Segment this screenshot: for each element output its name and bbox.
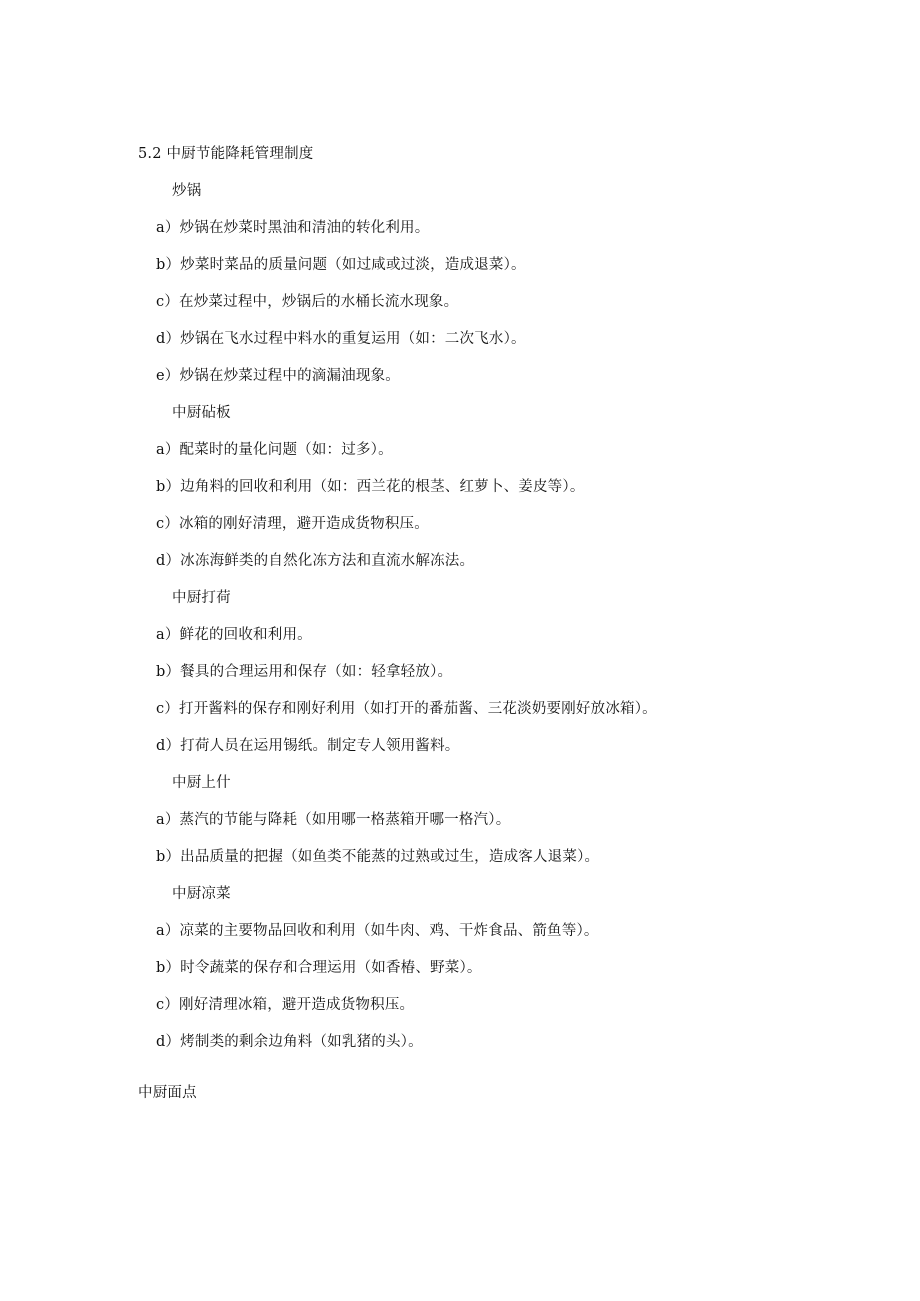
list-item: b）时令蔬菜的保存和合理运用（如香椿、野菜）。 [156, 960, 482, 976]
list-item: a）蒸汽的节能与降耗（如用哪一格蒸箱开哪一格汽）。 [156, 812, 511, 828]
section-heading: 5.2 中厨节能降耗管理制度 [138, 146, 314, 162]
list-item: b）出品质量的把握（如鱼类不能蒸的过熟或过生，造成客人退菜）。 [156, 849, 600, 865]
section-title-pastry: 中厨面点 [138, 1085, 197, 1101]
list-item: c）刚好清理冰箱，避开造成货物积压。 [156, 997, 415, 1013]
list-item: d）冰冻海鲜类的自然化冻方法和直流水解冻法。 [156, 553, 475, 569]
subsection-title-cold-dishes: 中厨凉菜 [172, 886, 231, 902]
list-item: d）打荷人员在运用锡纸。制定专人领用酱料。 [156, 738, 460, 754]
list-item: b）边角料的回收和利用（如：西兰花的根茎、红萝卜、姜皮等）。 [156, 479, 585, 495]
list-item: d）烤制类的剩余边角料（如乳猪的头）。 [156, 1034, 423, 1050]
list-item: e）炒锅在炒菜过程中的滴漏油现象。 [156, 368, 400, 384]
list-item: a）配菜时的量化问题（如：过多）。 [156, 442, 393, 458]
subsection-title-wok: 炒锅 [172, 183, 202, 199]
subsection-title-shangshi: 中厨上什 [172, 775, 231, 791]
list-item: a）凉菜的主要物品回收和利用（如牛肉、鸡、干炸食品、箭鱼等）。 [156, 923, 599, 939]
list-item: a）炒锅在炒菜时黑油和清油的转化利用。 [156, 220, 430, 236]
list-item: c）在炒菜过程中，炒锅后的水桶长流水现象。 [156, 294, 459, 310]
list-item: b）餐具的合理运用和保存（如：轻拿轻放）。 [156, 664, 453, 680]
list-item: b）炒菜时菜品的质量问题（如过咸或过淡，造成退菜）。 [156, 257, 526, 273]
list-item: d）炒锅在飞水过程中料水的重复运用（如：二次飞水）。 [156, 331, 526, 347]
subsection-title-dahe: 中厨打荷 [172, 590, 231, 606]
list-item: c）冰箱的刚好清理，避开造成货物积压。 [156, 516, 429, 532]
subsection-title-cutting-board: 中厨砧板 [172, 405, 231, 421]
list-item: c）打开酱料的保存和刚好利用（如打开的番茄酱、三花淡奶要刚好放冰箱）。 [156, 701, 657, 717]
list-item: a）鲜花的回收和利用。 [156, 627, 312, 643]
